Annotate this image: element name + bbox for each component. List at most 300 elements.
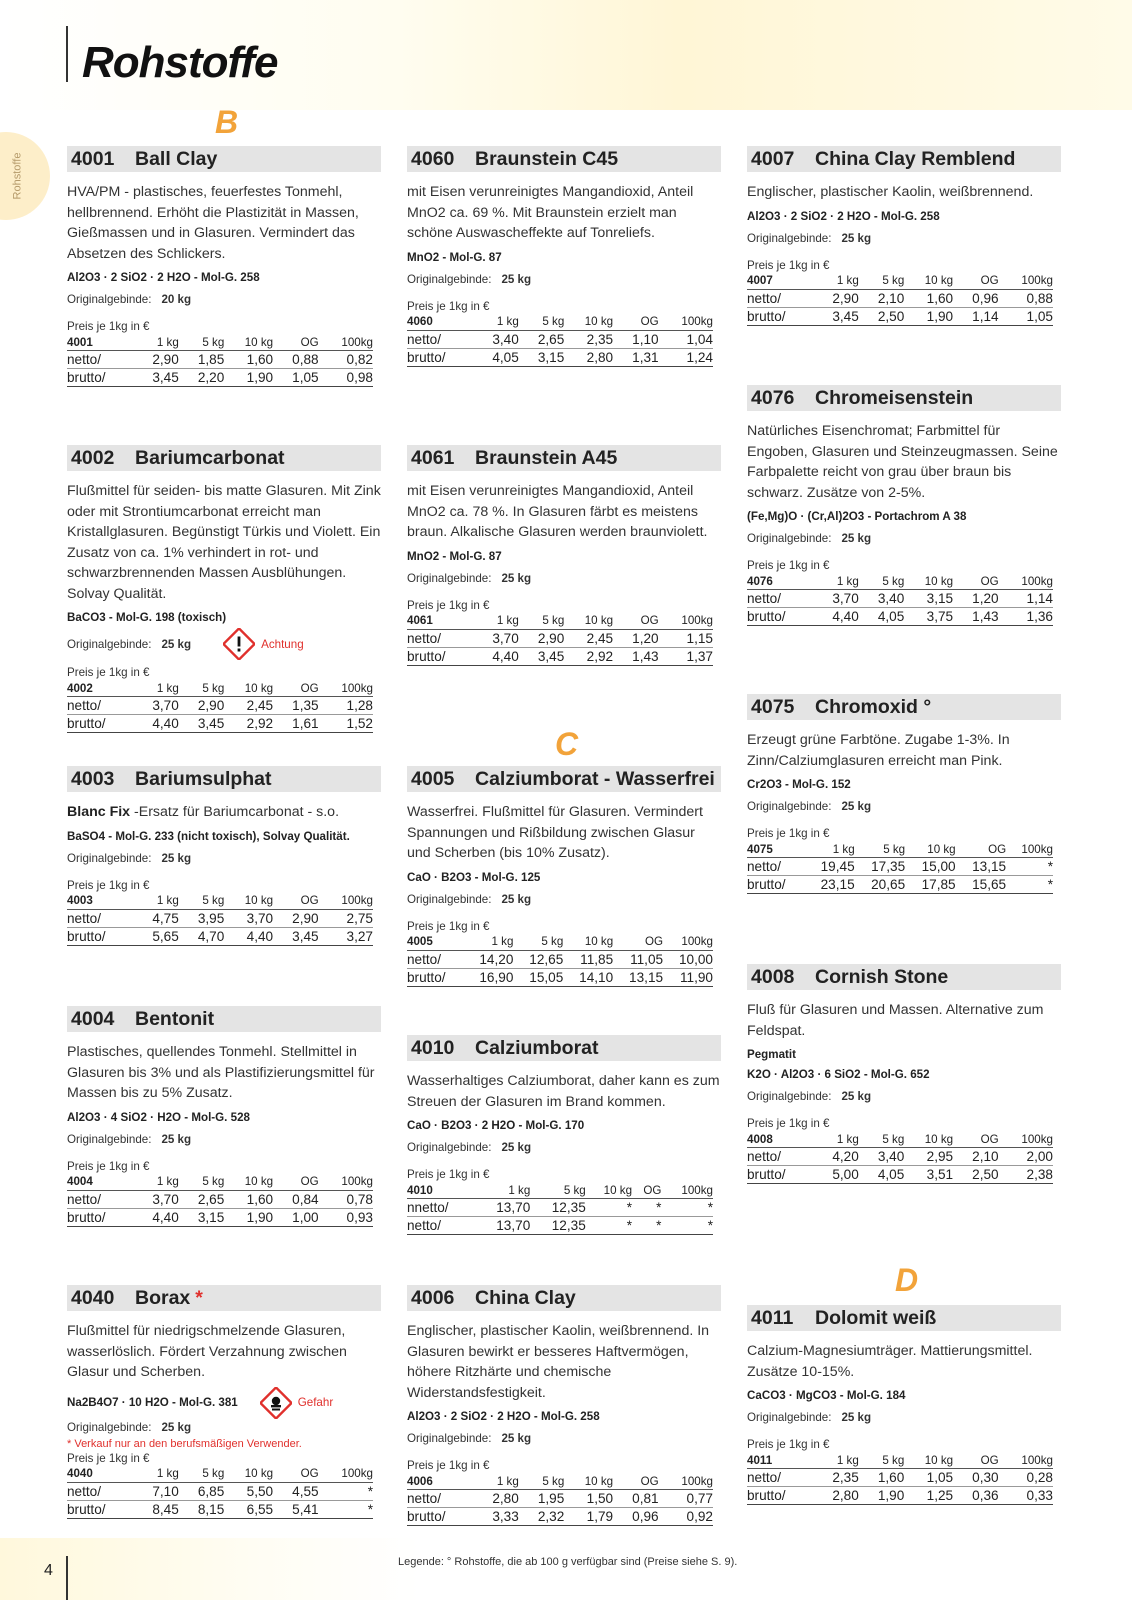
price-cell: 0,88 xyxy=(273,351,319,369)
title-rule xyxy=(66,26,68,82)
price-cell: 1,05 xyxy=(273,369,319,387)
product-entry xyxy=(747,385,1061,626)
price-type-label: netto/ xyxy=(747,858,804,876)
price-column-header: OG xyxy=(273,681,319,697)
product-heading xyxy=(67,1285,381,1311)
pack-label: Originalgebinde: xyxy=(67,851,152,865)
price-row xyxy=(67,927,373,945)
price-column-header: 5 kg xyxy=(179,894,225,910)
product-description: Calzium-Magnesiumträger. Mattierungsmittel. Zusätze 10-15%. xyxy=(747,1343,1033,1380)
price-cell: 1,00 xyxy=(273,1208,319,1226)
product-description: Flußmittel für niedrigschmelzende Glasuren, wasserlöslich. Fördert Verzahnung zwischen Glasur und Scherben. xyxy=(67,1323,347,1380)
product-code: 4010 xyxy=(411,1036,455,1059)
price-cell: 11,90 xyxy=(663,968,713,986)
price-cell: 4,20 xyxy=(813,1148,859,1166)
price-table-header xyxy=(67,1175,373,1191)
price-row xyxy=(407,1199,713,1217)
price-cell: 0,36 xyxy=(953,1487,999,1505)
price-cell: 1,52 xyxy=(319,715,373,733)
price-cell: 1,50 xyxy=(564,1490,613,1508)
price-cell: 2,20 xyxy=(179,369,225,387)
price-type-label: brutto/ xyxy=(407,348,473,366)
price-cell: 1,28 xyxy=(319,697,373,715)
price-row xyxy=(407,629,713,647)
price-column-header: 1 kg xyxy=(813,1132,859,1148)
price-table-code: 4001 xyxy=(67,335,133,351)
price-cell: 14,10 xyxy=(563,968,613,986)
price-cell: 1,35 xyxy=(273,697,319,715)
price-cell: 2,80 xyxy=(564,348,613,366)
product-entry xyxy=(747,694,1061,894)
price-cell: 2,38 xyxy=(999,1166,1053,1184)
price-cell: 0,82 xyxy=(319,351,373,369)
price-title: Preis je 1kg in € xyxy=(67,666,150,679)
price-cell: 23,15 xyxy=(804,876,854,894)
price-cell: 15,05 xyxy=(513,968,563,986)
price-row xyxy=(747,1166,1053,1184)
price-column-header: 5 kg xyxy=(859,1453,905,1469)
price-cell: 4,05 xyxy=(473,348,519,366)
price-column-header: 10 kg xyxy=(904,1453,953,1469)
price-title: Preis je 1kg in € xyxy=(747,1117,830,1130)
price-table-header xyxy=(747,574,1053,590)
price-cell: 1,10 xyxy=(613,330,659,348)
price-cell: 3,45 xyxy=(179,715,225,733)
product-formula: MnO2 - Mol-G. 87 xyxy=(407,250,502,264)
price-type-label: netto/ xyxy=(67,1190,133,1208)
price-title: Preis je 1kg in € xyxy=(407,1168,490,1181)
hazard-badge xyxy=(260,1387,333,1419)
price-cell: 1,24 xyxy=(659,348,713,366)
page-title: Rohstoffe xyxy=(82,38,278,87)
product-description-text: -Ersatz für Bariumcarbonat - s.o. xyxy=(130,804,340,820)
price-cell: 8,45 xyxy=(133,1500,179,1518)
price-column-header: OG xyxy=(613,1474,659,1490)
pack-size xyxy=(67,293,381,306)
price-type-label: brutto/ xyxy=(67,927,133,945)
pack-size xyxy=(407,572,721,585)
price-table xyxy=(407,1183,713,1235)
price-type-label: netto/ xyxy=(407,1217,475,1235)
price-column-header: 10 kg xyxy=(563,935,613,951)
price-cell: 0,78 xyxy=(319,1190,373,1208)
price-cell: 4,05 xyxy=(859,608,905,626)
price-cell: 1,79 xyxy=(564,1508,613,1526)
price-column-header: 10 kg xyxy=(224,681,273,697)
price-row xyxy=(407,348,713,366)
pack-size xyxy=(67,852,381,865)
price-cell: 19,45 xyxy=(804,858,854,876)
price-cell: 2,90 xyxy=(179,697,225,715)
price-cell: 3,70 xyxy=(473,629,519,647)
price-cell: 6,85 xyxy=(179,1482,225,1500)
product-name: Chromeisenstein xyxy=(815,386,974,409)
price-table-header xyxy=(407,1474,713,1490)
price-cell: 2,45 xyxy=(564,629,613,647)
price-cell: 2,90 xyxy=(133,351,179,369)
price-column-header: 100kg xyxy=(999,274,1053,290)
price-cell: 3,45 xyxy=(133,369,179,387)
product-name: Braunstein A45 xyxy=(475,446,618,469)
price-table xyxy=(747,574,1053,626)
price-column-header: 100kg xyxy=(659,315,713,331)
section-letter-c: C xyxy=(555,726,579,762)
price-column-header: 10 kg xyxy=(224,894,273,910)
price-cell: 13,70 xyxy=(475,1199,530,1217)
price-table-header xyxy=(67,894,373,910)
product-heading xyxy=(407,766,721,792)
price-cell: 3,95 xyxy=(179,909,225,927)
price-column-header: 1 kg xyxy=(133,894,179,910)
pack-size xyxy=(407,1141,721,1154)
product-description: mit Eisen verunreinigtes Mangandioxid, Anteil MnO2 ca. 69 %. Mit Braunstein erzielt man schöne Auswascheffekte auf Tonreliefs. xyxy=(407,184,694,241)
price-cell: * xyxy=(1006,876,1053,894)
price-cell: 3,70 xyxy=(133,697,179,715)
side-tab-text: Rohstoffe xyxy=(11,152,24,200)
price-cell: 3,15 xyxy=(179,1208,225,1226)
product-heading xyxy=(407,146,721,172)
product-heading xyxy=(747,964,1061,990)
price-column-header: 5 kg xyxy=(179,335,225,351)
price-type-label: brutto/ xyxy=(67,369,133,387)
price-table xyxy=(407,935,713,987)
price-cell: 2,90 xyxy=(273,909,319,927)
product-name: China Clay xyxy=(475,1286,576,1309)
pack-value: 25 kg xyxy=(841,800,872,813)
product-description: HVA/PM - plastisches, feuerfestes Tonmehl, hellbrennend. Erhöht die Plastizität in Massen, Gießmassen und in Glasuren. Vermindert das Absetzen des Schlickers. xyxy=(67,184,359,262)
product-entry xyxy=(747,1305,1061,1505)
price-column-header: 10 kg xyxy=(224,335,273,351)
price-cell: 4,05 xyxy=(859,1166,905,1184)
price-cell: 2,10 xyxy=(953,1148,999,1166)
price-cell: 2,92 xyxy=(224,715,273,733)
price-table-header xyxy=(747,1453,1053,1469)
price-cell: 1,14 xyxy=(953,307,999,325)
price-row xyxy=(747,1469,1053,1487)
price-column-header: 1 kg xyxy=(804,842,854,858)
price-cell: 3,33 xyxy=(473,1508,519,1526)
product-code: 4075 xyxy=(751,695,795,718)
product-entry xyxy=(747,146,1061,326)
price-row xyxy=(747,858,1053,876)
price-type-label: netto/ xyxy=(67,697,133,715)
price-cell: 2,65 xyxy=(519,330,565,348)
price-table-header xyxy=(407,1183,713,1199)
product-formula: K2O · Al2O3 · 6 SiO2 - Mol-G. 652 xyxy=(747,1068,930,1081)
price-cell: 16,90 xyxy=(464,968,514,986)
price-column-header: 100kg xyxy=(999,574,1053,590)
price-cell: * xyxy=(586,1199,632,1217)
price-type-label: brutto/ xyxy=(407,647,473,665)
price-column-header: OG xyxy=(953,1132,999,1148)
price-cell: 1,95 xyxy=(519,1490,565,1508)
price-table-code: 4005 xyxy=(407,935,464,951)
product-code: 4076 xyxy=(751,386,795,409)
price-cell: 3,40 xyxy=(859,1148,905,1166)
price-column-header: OG xyxy=(273,1467,319,1483)
price-cell: 1,43 xyxy=(953,608,999,626)
price-cell: 17,85 xyxy=(905,876,955,894)
product-description: Plastisches, quellendes Tonmehl. Stellmittel in Glasuren bis 3% und als Plastifizierungsmittel für Massen bis zu 5% Zusatz. xyxy=(67,1044,375,1101)
price-table xyxy=(407,1474,713,1526)
price-cell: 5,50 xyxy=(224,1482,273,1500)
price-table xyxy=(747,1132,1053,1184)
price-cell: 3,45 xyxy=(273,927,319,945)
price-row xyxy=(67,1190,373,1208)
product-heading xyxy=(67,1006,381,1032)
footer-band xyxy=(0,1538,420,1600)
pack-size xyxy=(407,893,721,906)
price-type-label: brutto/ xyxy=(67,715,133,733)
price-type-label: netto/ xyxy=(407,1490,473,1508)
price-column-header: 10 kg xyxy=(224,1467,273,1483)
price-column-header: 1 kg xyxy=(473,315,519,331)
price-column-header: 1 kg xyxy=(813,1453,859,1469)
price-cell: 6,55 xyxy=(224,1500,273,1518)
product-entry xyxy=(407,766,721,987)
price-type-label: netto/ xyxy=(407,950,464,968)
price-cell: 2,90 xyxy=(813,289,859,307)
price-column-header: OG xyxy=(632,1183,661,1199)
pack-label: Originalgebinde: xyxy=(407,571,492,585)
product-formula: CaO · B2O3 - Mol-G. 125 xyxy=(407,870,541,884)
exclamation-hazard-icon xyxy=(223,628,255,660)
price-column-header: 10 kg xyxy=(904,1132,953,1148)
pack-label: Originalgebinde: xyxy=(67,293,152,306)
price-cell: 1,60 xyxy=(224,1190,273,1208)
price-column-header: 5 kg xyxy=(859,1132,905,1148)
price-title: Preis je 1kg in € xyxy=(747,258,830,272)
price-cell: 12,35 xyxy=(530,1217,585,1235)
price-table-header xyxy=(747,1132,1053,1148)
price-cell: 7,10 xyxy=(133,1482,179,1500)
price-type-label: brutto/ xyxy=(67,1500,133,1518)
price-table-code: 4006 xyxy=(407,1474,473,1490)
price-title: Preis je 1kg in € xyxy=(407,299,490,313)
price-table-code: 4008 xyxy=(747,1132,813,1148)
price-column-header: OG xyxy=(953,574,999,590)
price-table-code: 4007 xyxy=(747,274,813,290)
product-description: Wasserfrei. Flußmittel für Glasuren. Vermindert Spannungen und Rißbildung zwischen Glasur und Scherben (bis 10% Zusatz). xyxy=(407,804,703,861)
pack-size xyxy=(407,1432,721,1445)
price-type-label: netto/ xyxy=(407,330,473,348)
product-formula: Cr2O3 - Mol-G. 152 xyxy=(747,778,851,791)
product-formula: Al2O3 · 2 SiO2 · 2 H2O - Mol-G. 258 xyxy=(67,271,260,284)
pack-label: Originalgebinde: xyxy=(407,1432,492,1445)
price-cell: * xyxy=(661,1217,713,1235)
price-table-code: 4076 xyxy=(747,574,813,590)
price-cell: 1,31 xyxy=(613,348,659,366)
price-table-code: 4004 xyxy=(67,1175,133,1191)
price-cell: 0,98 xyxy=(319,369,373,387)
price-type-label: brutto/ xyxy=(747,1487,813,1505)
price-cell: 4,40 xyxy=(133,1208,179,1226)
product-entry xyxy=(747,964,1061,1184)
product-description: Wasserhaltiges Calziumborat, daher kann es zum Streuen der Glasuren im Brand kommen. xyxy=(407,1073,720,1110)
price-cell: 1,05 xyxy=(999,307,1053,325)
pack-size xyxy=(747,232,1061,245)
product-heading xyxy=(747,146,1061,172)
price-cell: 8,15 xyxy=(179,1500,225,1518)
price-column-header: 100kg xyxy=(661,1183,713,1199)
price-cell: 2,80 xyxy=(473,1490,519,1508)
side-tab-label xyxy=(4,150,44,210)
price-cell: * xyxy=(632,1199,661,1217)
product-formula: Al2O3 · 4 SiO2 · H2O - Mol-G. 528 xyxy=(67,1110,250,1124)
price-table-header xyxy=(67,1467,373,1483)
price-table-code: 4061 xyxy=(407,614,473,630)
product-formula: (Fe,Mg)O · (Cr,Al)2O3 - Portachrom A 38 xyxy=(747,510,967,523)
price-table-code: 4060 xyxy=(407,315,473,331)
price-column-header: 10 kg xyxy=(224,1175,273,1191)
price-cell: * xyxy=(319,1482,373,1500)
price-row xyxy=(67,369,373,387)
price-column-header: 5 kg xyxy=(179,1467,225,1483)
price-cell: 1,20 xyxy=(613,629,659,647)
price-column-header: OG xyxy=(273,1175,319,1191)
price-row xyxy=(407,950,713,968)
product-heading xyxy=(747,385,1061,411)
product-heading xyxy=(407,1035,721,1061)
price-cell: 2,80 xyxy=(813,1487,859,1505)
product-formula: Na2B4O7 · 10 H2O - Mol-G. 381 xyxy=(67,1396,238,1409)
price-cell: 0,96 xyxy=(953,289,999,307)
price-title: Preis je 1kg in € xyxy=(67,1451,150,1465)
price-table xyxy=(747,1453,1053,1505)
price-title: Preis je 1kg in € xyxy=(407,919,490,933)
price-column-header: 10 kg xyxy=(564,315,613,331)
price-row xyxy=(407,1217,713,1235)
pack-label: Originalgebinde: xyxy=(67,1420,152,1434)
price-cell: 0,81 xyxy=(613,1490,659,1508)
price-table-code: 4040 xyxy=(67,1467,133,1483)
price-cell: 5,41 xyxy=(273,1500,319,1518)
price-cell: 4,40 xyxy=(473,647,519,665)
pack-value: 25 kg xyxy=(841,1411,872,1424)
price-column-header: 10 kg xyxy=(564,614,613,630)
price-column-header: OG xyxy=(953,1453,999,1469)
legend: Legende: ° Rohstoffe, die ab 100 g verfügbar sind (Preise siehe S. 9). xyxy=(398,1556,738,1568)
pack-size xyxy=(747,800,1061,813)
product-name: China Clay Remblend xyxy=(815,147,1016,170)
price-cell: 4,55 xyxy=(273,1482,319,1500)
price-cell: 0,93 xyxy=(319,1208,373,1226)
price-table xyxy=(407,614,713,666)
price-row xyxy=(747,590,1053,608)
price-cell: 4,40 xyxy=(224,927,273,945)
price-cell: 3,40 xyxy=(859,590,905,608)
price-column-header: 1 kg xyxy=(813,274,859,290)
price-cell: 15,65 xyxy=(956,876,1006,894)
product-description: Flußmittel für seiden- bis matte Glasuren. Mit Zink oder mit Strontiumcarbonat erreicht man Kristallglasuren. Begünstigt Türkis und Violett. Ein Zusatz von ca. 1% verhindert in rot- und schwarzbrennenden Massen Ausblühungen. Solvay Qualität. xyxy=(67,483,381,602)
price-cell: 3,75 xyxy=(904,608,953,626)
pack-label: Originalgebinde: xyxy=(747,1090,832,1103)
price-column-header: OG xyxy=(613,935,663,951)
price-cell: 15,00 xyxy=(905,858,955,876)
pack-label: Originalgebinde: xyxy=(747,800,832,813)
product-heading xyxy=(407,1285,721,1311)
price-type-label: netto/ xyxy=(407,629,473,647)
price-table xyxy=(747,274,1053,326)
product-description: Erzeugt grüne Farbtöne. Zugabe 1-3%. In Zinn/Calziumglasuren erreicht man Pink. xyxy=(747,732,1010,769)
restriction-star: * xyxy=(195,1286,203,1309)
hazard-label: Achtung xyxy=(261,637,304,651)
product-entry xyxy=(67,1006,381,1227)
price-cell: 1,04 xyxy=(659,330,713,348)
price-table-code: 4011 xyxy=(747,1453,813,1469)
price-column-header: OG xyxy=(613,614,659,630)
product-name: Braunstein C45 xyxy=(475,147,619,170)
price-column-header: OG xyxy=(953,274,999,290)
price-type-label: brutto/ xyxy=(747,876,804,894)
price-cell: 0,88 xyxy=(999,289,1053,307)
price-cell: 0,30 xyxy=(953,1469,999,1487)
price-cell: 13,15 xyxy=(956,858,1006,876)
product-heading xyxy=(67,445,381,471)
price-table xyxy=(407,315,713,367)
price-column-header: 100kg xyxy=(319,335,373,351)
product-code: 4005 xyxy=(411,767,455,790)
price-column-header: 1 kg xyxy=(475,1183,530,1199)
price-type-label: netto/ xyxy=(67,351,133,369)
price-cell: 2,95 xyxy=(904,1148,953,1166)
price-column-header: 10 kg xyxy=(905,842,955,858)
product-entry xyxy=(67,146,381,387)
product-entry xyxy=(67,445,381,733)
price-cell: 3,27 xyxy=(319,927,373,945)
price-table-code: 4002 xyxy=(67,681,133,697)
price-cell: 1,20 xyxy=(953,590,999,608)
price-type-label: nnetto/ xyxy=(407,1199,475,1217)
price-title: Preis je 1kg in € xyxy=(67,1159,150,1173)
price-table xyxy=(747,842,1053,894)
product-name: Borax xyxy=(135,1286,191,1309)
price-cell: 1,90 xyxy=(224,1208,273,1226)
product-code: 4061 xyxy=(411,446,455,469)
product-code: 4003 xyxy=(71,767,115,790)
product-description-bold: Blanc Fix xyxy=(67,804,131,820)
pack-value: 25 kg xyxy=(501,1432,532,1445)
price-cell: 0,77 xyxy=(659,1490,713,1508)
price-column-header: 5 kg xyxy=(859,274,905,290)
price-column-header: 100kg xyxy=(1006,842,1053,858)
price-column-header: 1 kg xyxy=(813,574,859,590)
price-column-header: 1 kg xyxy=(473,1474,519,1490)
price-column-header: 100kg xyxy=(999,1132,1053,1148)
price-row xyxy=(67,715,373,733)
price-column-header: 1 kg xyxy=(133,1467,179,1483)
product-name: Ball Clay xyxy=(135,147,218,170)
price-column-header: 1 kg xyxy=(464,935,514,951)
price-table xyxy=(67,1467,373,1519)
pack-value: 25 kg xyxy=(161,1132,192,1146)
pack-size xyxy=(67,1133,381,1146)
pack-label: Originalgebinde: xyxy=(747,532,832,545)
price-cell: 3,40 xyxy=(473,330,519,348)
price-table xyxy=(67,681,373,733)
price-cell: 3,70 xyxy=(813,590,859,608)
price-type-label: brutto/ xyxy=(407,968,464,986)
price-title: Preis je 1kg in € xyxy=(747,827,830,840)
price-column-header: 5 kg xyxy=(179,681,225,697)
price-cell: 17,35 xyxy=(855,858,905,876)
price-cell: * xyxy=(319,1500,373,1518)
price-table-code: 4010 xyxy=(407,1183,475,1199)
price-title: Preis je 1kg in € xyxy=(747,1438,830,1451)
price-cell: 12,65 xyxy=(513,950,563,968)
product-name: Bentonit xyxy=(135,1007,215,1030)
pack-label: Originalgebinde: xyxy=(407,272,492,286)
